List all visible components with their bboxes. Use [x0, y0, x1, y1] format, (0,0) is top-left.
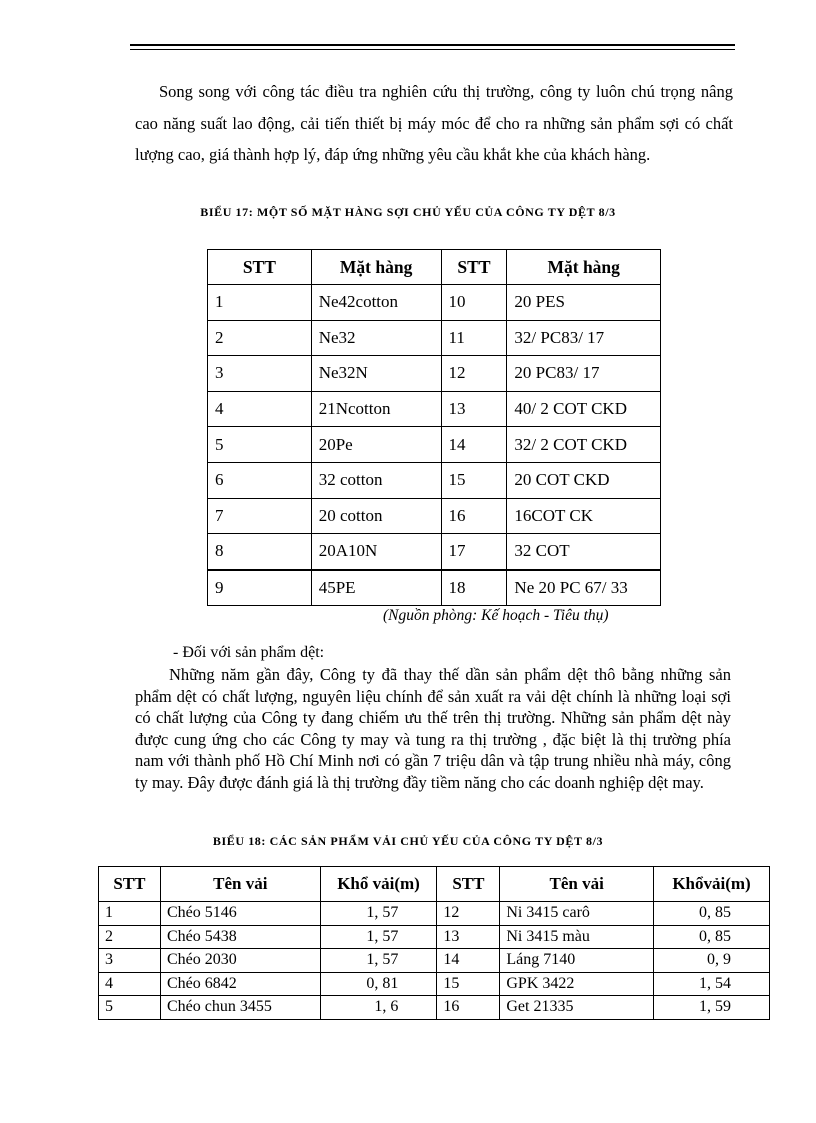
cell-product: Ne 20 PC 67/ 33	[507, 570, 661, 606]
table1-source-note: (Nguồn phòng: Kế hoạch - Tiêu thụ)	[383, 607, 609, 624]
cell-fabric-name: Ni 3415 carô	[500, 902, 654, 926]
cell-stt: 13	[437, 925, 500, 949]
cell-stt: 5	[208, 427, 312, 463]
cell-fabric-width: 1, 59	[654, 996, 770, 1020]
cell-product: Ne32	[311, 320, 441, 356]
cell-fabric-name: Ni 3415 màu	[500, 925, 654, 949]
cell-fabric-name: Get 21335	[500, 996, 654, 1020]
intro-paragraph-text: Song song với công tác điều tra nghiên cứu thị trường, công ty luôn chú trọng nâng cao năng suất lao động, cải tiến thiết bị máy móc để cho ra những sản phẩm sợi có chất lượng cao, giá thành hợp lý, đáp ứng những yêu cầu khắt khe của khách hàng.	[135, 82, 733, 164]
cell-stt: 3	[99, 949, 161, 973]
header-rule-thin	[130, 49, 735, 50]
table-row	[208, 462, 661, 498]
table-row	[208, 570, 661, 606]
header-stt: STT	[441, 250, 507, 285]
cell-stt: 16	[437, 996, 500, 1020]
cell-fabric-width: 1, 6	[320, 996, 437, 1020]
cell-fabric-width: 1, 57	[320, 949, 437, 973]
cell-fabric-width: 0, 81	[320, 972, 437, 996]
cell-stt: 8	[208, 534, 312, 570]
table-row	[208, 498, 661, 534]
table-header-row	[99, 867, 770, 902]
cell-stt: 11	[441, 320, 507, 356]
cell-product: 20 PC83/ 17	[507, 356, 661, 392]
cell-fabric-width: 1, 54	[654, 972, 770, 996]
cell-stt: 17	[441, 534, 507, 570]
intro-paragraph	[135, 76, 733, 171]
cell-stt: 2	[99, 925, 161, 949]
fabric-products-table	[98, 866, 770, 1020]
table-row	[208, 320, 661, 356]
cell-stt: 16	[441, 498, 507, 534]
fabric-paragraph-text: Những năm gần đây, Công ty đã thay thế dần sản phẩm dệt thô bằng những sản phẩm dệt có chất lượng, nguyên liệu chính để sản xuất ra vải dệt chính là những loại sợi có chất lượng của Công ty đang chiếm ưu thế trên thị trường. Những sản phẩm dệt này được cung ứng cho các Công ty may và tung ra thị trường , đặc biệt là thị trường phía nam với thành phố Hồ Chí Minh nơi có gần 7 triệu dân và tập trung nhiều nhà máy, công ty may. Đây được đánh giá là thị trường đầy tiềm năng cho các doanh nghiệp dệt may.	[135, 665, 731, 792]
table1-caption: BIỂU 17: MỘT SỐ MẶT HÀNG SỢI CHỦ YẾU CỦA CÔNG TY DỆT 8/3	[200, 205, 616, 219]
cell-product: 21Ncotton	[311, 391, 441, 427]
cell-stt: 9	[208, 570, 312, 606]
header-fabric-name: Tên vải	[160, 867, 320, 902]
cell-stt: 10	[441, 285, 507, 321]
table-row	[99, 902, 770, 926]
cell-product: Ne42cotton	[311, 285, 441, 321]
table-row	[99, 925, 770, 949]
section-heading: - Đối với sản phẩm dệt:	[173, 644, 325, 661]
cell-product: 20 COT CKD	[507, 462, 661, 498]
cell-stt: 3	[208, 356, 312, 392]
cell-stt: 15	[441, 462, 507, 498]
cell-stt: 14	[437, 949, 500, 973]
cell-stt: 1	[99, 902, 161, 926]
cell-stt: 14	[441, 427, 507, 463]
header-stt: STT	[99, 867, 161, 902]
cell-product: 32 cotton	[311, 462, 441, 498]
cell-fabric-name: Chéo 5146	[160, 902, 320, 926]
cell-fabric-width: 1, 57	[320, 925, 437, 949]
cell-fabric-name: Chéo 2030	[160, 949, 320, 973]
header-fabric-width: Khổ vải(m)	[320, 867, 437, 902]
header-fabric-name: Tên vải	[500, 867, 654, 902]
table-row	[208, 285, 661, 321]
header-stt: STT	[437, 867, 500, 902]
cell-fabric-name: Láng 7140	[500, 949, 654, 973]
cell-fabric-width: 1, 57	[320, 902, 437, 926]
cell-product: 16COT CK	[507, 498, 661, 534]
cell-stt: 7	[208, 498, 312, 534]
cell-fabric-name: Chéo 5438	[160, 925, 320, 949]
cell-product: 20A10N	[311, 534, 441, 570]
header-fabric-width: Khổvải(m)	[654, 867, 770, 902]
header-stt: STT	[208, 250, 312, 285]
header-product: Mặt hàng	[507, 250, 661, 285]
cell-stt: 13	[441, 391, 507, 427]
cell-stt: 6	[208, 462, 312, 498]
cell-fabric-width: 0, 85	[654, 902, 770, 926]
header-rule-thick	[130, 44, 735, 46]
cell-product: 32 COT	[507, 534, 661, 570]
cell-stt: 15	[437, 972, 500, 996]
cell-product: 32/ 2 COT CKD	[507, 427, 661, 463]
cell-stt: 5	[99, 996, 161, 1020]
cell-fabric-width: 0, 85	[654, 925, 770, 949]
fabric-paragraph	[135, 664, 731, 793]
cell-stt: 18	[441, 570, 507, 606]
cell-fabric-name: Chéo chun 3455	[160, 996, 320, 1020]
cell-product: Ne32N	[311, 356, 441, 392]
table-row	[99, 949, 770, 973]
header-product: Mặt hàng	[311, 250, 441, 285]
cell-fabric-name: GPK 3422	[500, 972, 654, 996]
cell-product: 20 cotton	[311, 498, 441, 534]
table-row	[208, 356, 661, 392]
cell-product: 40/ 2 COT CKD	[507, 391, 661, 427]
table-row	[99, 972, 770, 996]
table2-caption: BIỂU 18: CÁC SẢN PHẨM VẢI CHỦ YẾU CỦA CÔNG TY DỆT 8/3	[212, 834, 604, 848]
table-row	[208, 534, 661, 570]
cell-fabric-name: Chéo 6842	[160, 972, 320, 996]
cell-product: 20 PES	[507, 285, 661, 321]
cell-product: 45PE	[311, 570, 441, 606]
cell-stt: 12	[437, 902, 500, 926]
table-row	[208, 391, 661, 427]
cell-product: 20Pe	[311, 427, 441, 463]
cell-stt: 4	[208, 391, 312, 427]
cell-fabric-width: 0, 9	[654, 949, 770, 973]
cell-stt: 1	[208, 285, 312, 321]
cell-stt: 2	[208, 320, 312, 356]
cell-product: 32/ PC83/ 17	[507, 320, 661, 356]
table-row	[208, 427, 661, 463]
table-header-row	[208, 250, 661, 285]
cell-stt: 4	[99, 972, 161, 996]
yarn-products-table	[207, 249, 661, 606]
cell-stt: 12	[441, 356, 507, 392]
table-row	[99, 996, 770, 1020]
